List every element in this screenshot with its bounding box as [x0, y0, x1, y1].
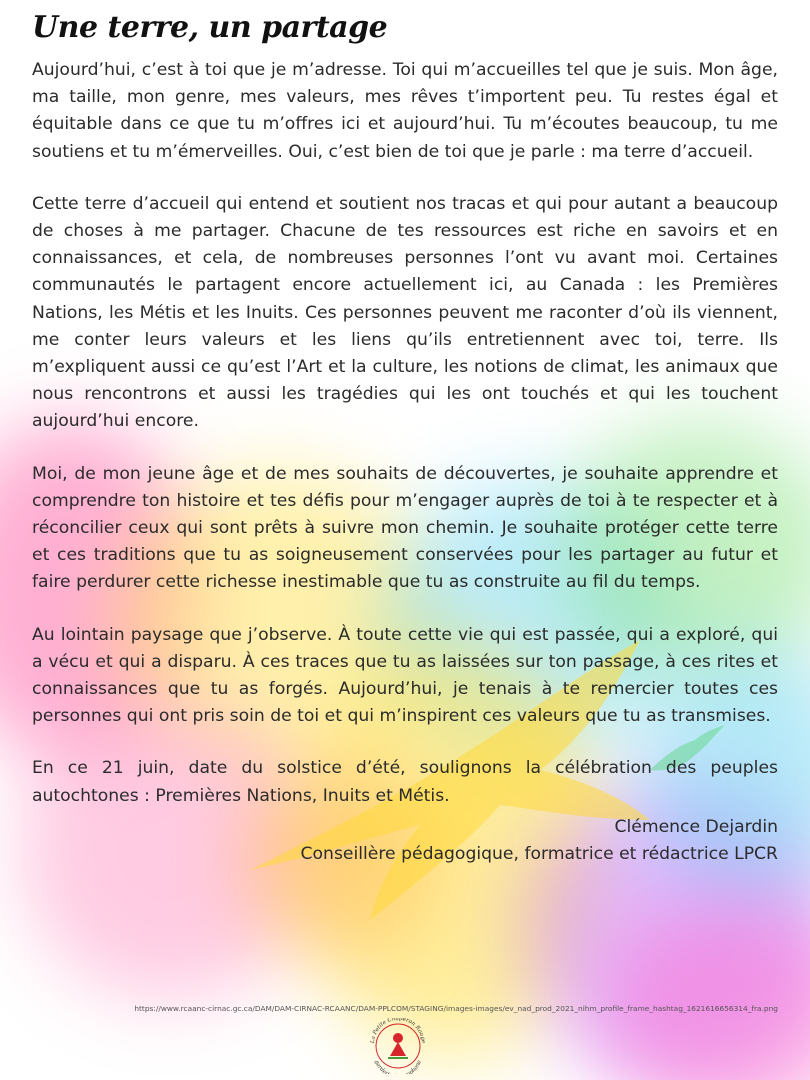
paragraph-5: En ce 21 juin, date du solstice d’été, soulignons la célébration des peuples autochtones : Premières Nations, Inuits et Métis.	[32, 758, 778, 806]
image-source-url: https://www.rcaanc-cirnac.gc.ca/DAM/DAM-CIRNAC-RCAANC/DAM-PPLCOM/STAGING/images-images/ev_nad_prod_2021_nihm_profile_frame_hashtag_1621616656314_fra.png	[134, 1004, 778, 1013]
article	[32, 10, 778, 868]
author-name: Clémence Dejardin	[614, 816, 778, 837]
svg-text:La Petite Chaperon Rouge: La Petite Chaperon Rouge	[369, 1018, 427, 1044]
svg-text:garderie francophone: garder phone	[373, 1059, 423, 1074]
author-role: Conseillère pédagogique, formatrice et rédactrice LPCR	[300, 843, 778, 864]
article-title: Une terre, un partage	[32, 10, 388, 45]
paragraph-2: Cette terre d’accueil qui entend et soutient nos tracas et qui pour autant a beaucoup de choses à me partager. Chacune de tes ressources est riche en savoirs et en connaissances, et cela, de nombreuses personnes l’ont vu avant moi. Certaines communautés le partagent encore actuellement ici, au Canada : les Premières Nations, les Métis et les Inuits. Ces personnes peuvent me raconter d’où ils viennent, me conter leurs valeurs et les liens qu’ils entretiennent avec toi, terre. Ils m’expliquent aussi ce qu’est l’Art et la culture, les notions de climat, les animaux que nous rencontrons et aussi les tragédies qui les ont touchés et qui les touchent aujourd’hui encore.	[32, 193, 778, 432]
paragraph-3: Moi, de mon jeune âge et de mes souhaits de découvertes, je souhaite apprendre et comprendre ton histoire et tes défis pour m’engager auprès de toi à te respecter et à réconcilier ceux qui sont prêts à suivre mon chemin. Je souhaite protéger cette terre et ces traditions que tu as soigneusement conservées pour les partager au futur et faire perdurer cette richesse inestimable que tu as construite au fil du temps.	[32, 463, 778, 593]
daycare-logo-graphic	[362, 1018, 434, 1074]
paragraph-1: Aujourd’hui, c’est à toi que je m’adresse. Toi qui m’accueilles tel que je suis. Mon âge, ma taille, mon genre, mes valeurs, mes rêves t’importent peu. Tu restes égal et équitable dans ce que tu m’offres ici et aujourd’hui. Tu m’écoutes beaucoup, tu me soutiens et tu m’émerveilles. Oui, c’est bien de toi que je parle : ma terre d’accueil.	[32, 60, 778, 162]
paragraph-4: Au lointain paysage que j’observe. À toute cette vie qui est passée, qui a exploré, qui a vécu et qui a disparu. À ces traces que tu as laissées sur ton passage, à ces rites et connaissances que tu as forgés. Aujourd’hui, je tenais à te remercier toutes ces personnes qui ont pris soin de toi et qui m’inspirent ces valeurs que tu as transmises.	[32, 624, 778, 727]
signature-block	[32, 814, 778, 868]
daycare-logo	[362, 1018, 434, 1074]
